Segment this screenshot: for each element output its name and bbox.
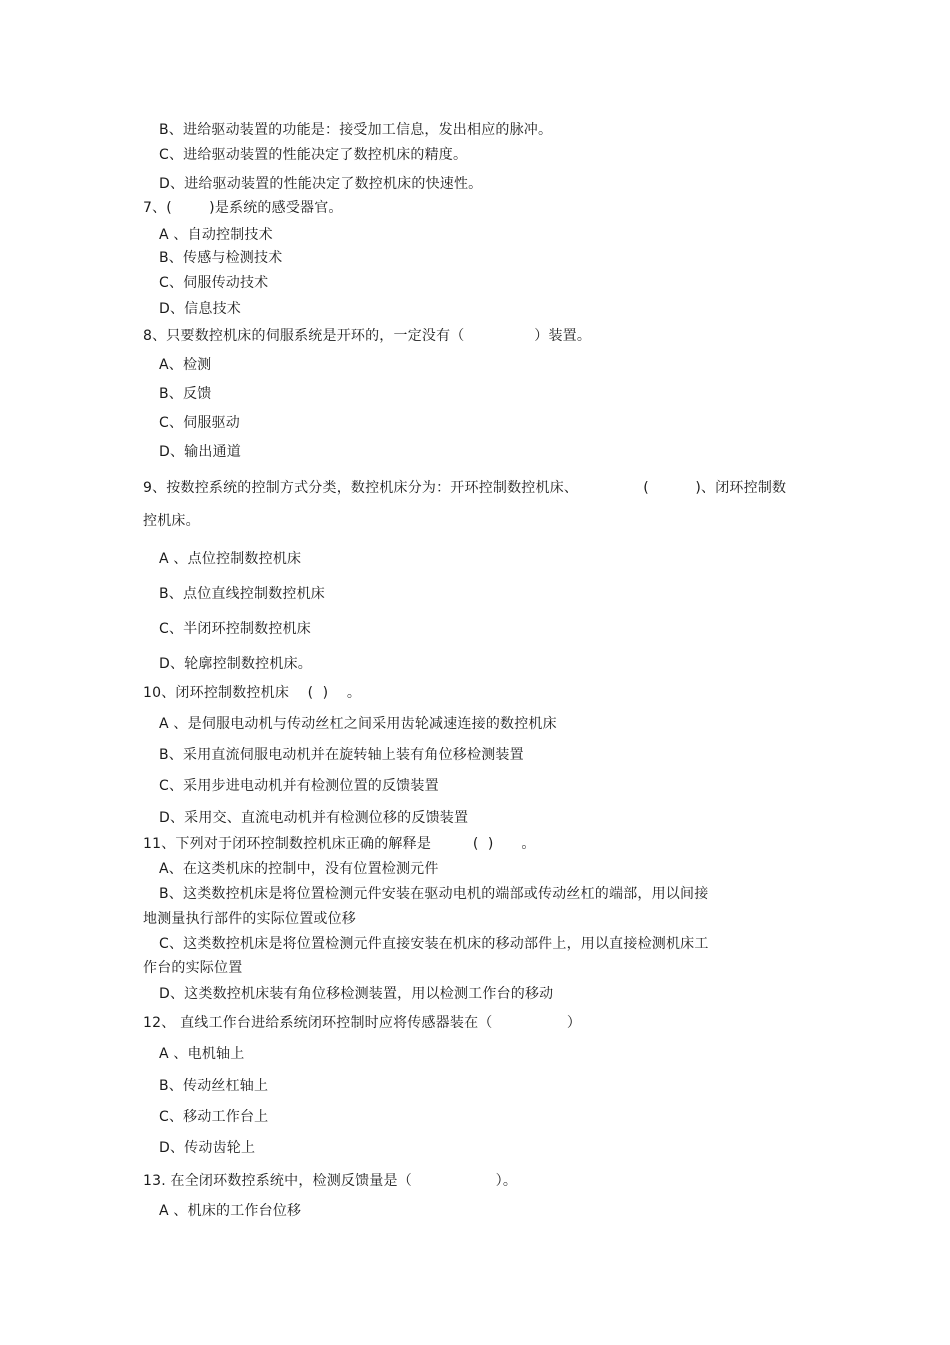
question-12: 12、 直线工作台进给系统闭环控制时应将传感器装在（ ） xyxy=(143,1015,582,1031)
option-7c: C、伺服传动技术 xyxy=(159,275,269,291)
option-10b: B、采用直流伺服电动机并在旋转轴上装有角位移检测装置 xyxy=(159,747,524,763)
option-7b: B、传感与检测技术 xyxy=(159,250,283,266)
question-11: 11、下列对于闭环控制数控机床正确的解释是 ( ) 。 xyxy=(143,836,536,852)
option-9a: A 、点位控制数控机床 xyxy=(159,551,302,567)
option-12b: B、传动丝杠轴上 xyxy=(159,1078,269,1094)
option-13a: A 、机床的工作台位移 xyxy=(159,1203,302,1219)
option-11b-continued: 地测量执行部件的实际位置或位移 xyxy=(143,911,356,927)
question-13: 13. 在全闭环数控系统中，检测反馈量是（ ）。 xyxy=(143,1173,518,1189)
option-8a: A、检测 xyxy=(159,357,212,373)
option-9c: C、半闭环控制数控机床 xyxy=(159,621,311,637)
option-8d: D、输出通道 xyxy=(159,444,241,460)
question-9: 9、按数控系统的控制方式分类，数控机床分为：开环控制数控机床、 ( )、闭环控制数 xyxy=(143,480,787,496)
option-9d: D、轮廓控制数控机床。 xyxy=(159,656,312,672)
option-7d: D、信息技术 xyxy=(159,301,241,317)
option-8b: B、反馈 xyxy=(159,386,212,402)
question-7: 7、( )是系统的感受器官。 xyxy=(143,200,343,216)
question-8: 8、只要数控机床的伺服系统是开环的，一定没有（ ）装置。 xyxy=(143,328,592,344)
option-12c: C、移动工作台上 xyxy=(159,1109,269,1125)
option-11a: A、在这类机床的控制中，没有位置检测元件 xyxy=(159,861,439,877)
option-6b: B、进给驱动装置的功能是：接受加工信息，发出相应的脉冲。 xyxy=(159,122,553,138)
option-6c: C、进给驱动装置的性能决定了数控机床的精度。 xyxy=(159,147,468,163)
option-11d: D、这类数控机床装有角位移检测装置，用以检测工作台的移动 xyxy=(159,986,554,1002)
option-12a: A 、电机轴上 xyxy=(159,1046,245,1062)
option-11c: C、这类数控机床是将位置检测元件直接安装在机床的移动部件上，用以直接检测机床工 xyxy=(159,936,709,952)
option-10a: A 、是伺服电动机与传动丝杠之间采用齿轮减速连接的数控机床 xyxy=(159,716,557,732)
option-8c: C、伺服驱动 xyxy=(159,415,240,431)
question-10: 10、闭环控制数控机床 ( ) 。 xyxy=(143,685,362,701)
option-12d: D、传动齿轮上 xyxy=(159,1140,256,1156)
option-7a: A 、自动控制技术 xyxy=(159,227,273,243)
option-6d: D、进给驱动装置的性能决定了数控机床的快速性。 xyxy=(159,176,483,192)
option-10d: D、采用交、直流电动机并有检测位移的反馈装置 xyxy=(159,810,469,826)
question-9-continued: 控机床。 xyxy=(143,513,200,529)
option-9b: B、点位直线控制数控机床 xyxy=(159,586,326,602)
option-10c: C、采用步进电动机并有检测位置的反馈装置 xyxy=(159,778,439,794)
option-11b: B、这类数控机床是将位置检测元件安装在驱动电机的端部或传动丝杠的端部，用以间接 xyxy=(159,886,709,902)
option-11c-continued: 作台的实际位置 xyxy=(143,960,243,976)
